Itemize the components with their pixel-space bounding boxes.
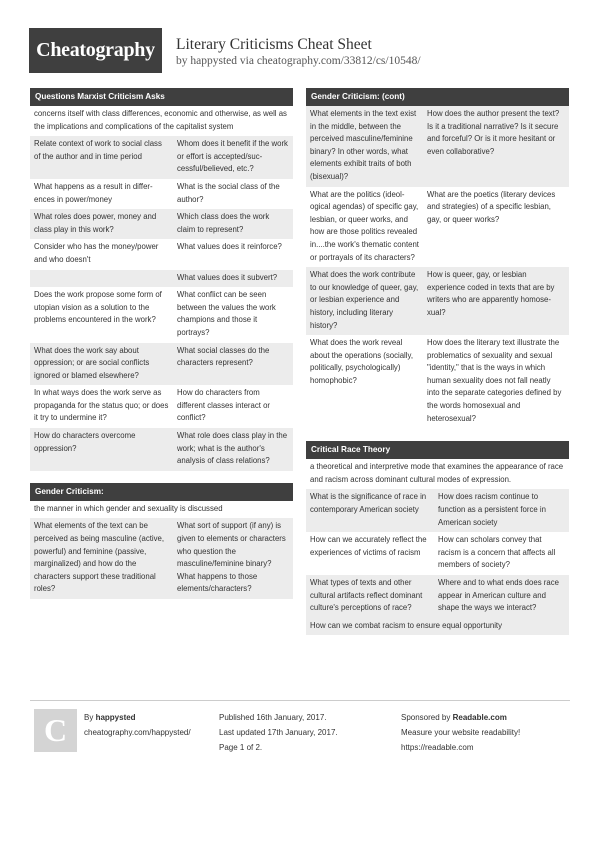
footer-author-link[interactable]: happysted bbox=[95, 713, 136, 722]
cheatography-logo[interactable]: Cheatography bbox=[29, 28, 162, 73]
table-row bbox=[30, 136, 293, 179]
page-number: Page 1 of 2. bbox=[219, 743, 263, 752]
question-cell-left: What happens as a result in differences in power/money bbox=[34, 181, 153, 204]
footer-divider bbox=[30, 700, 570, 701]
footer-author-url[interactable]: cheatography.com/happysted/ bbox=[84, 728, 191, 737]
cheatography-footer-logo[interactable]: C bbox=[34, 709, 77, 752]
footer-dates bbox=[219, 710, 338, 755]
byline bbox=[176, 55, 421, 67]
table-row bbox=[30, 287, 293, 342]
byline-author-link[interactable]: happysted bbox=[190, 55, 238, 67]
sponsor-tagline: Measure your website readability! bbox=[401, 728, 521, 737]
question-cell-right: What is the social class of the author? bbox=[177, 181, 280, 204]
table-row bbox=[306, 187, 569, 268]
question-cell-left: Does the work propose some form of utopian vision as a solution to the problems encountered in the work? bbox=[34, 290, 162, 325]
section-title: Critical Race Theory bbox=[306, 441, 569, 459]
right-column bbox=[306, 88, 569, 647]
question-cell-right: What conflict can be seen between the values the work champions and those it portrays? bbox=[177, 290, 276, 337]
footer-author bbox=[84, 710, 191, 740]
question-cell-left: How do characters overcome oppression? bbox=[34, 431, 136, 453]
section-title: Gender Criticism: (cont) bbox=[306, 88, 569, 106]
question-cell-right: What role does class play in the work; what is the author's analysis of class relations? bbox=[177, 431, 288, 466]
section-title: Questions Marxist Criticism Asks bbox=[30, 88, 293, 106]
question-cell-right: How does the literary text illustrate the problematics of sexuality and sexual "identity," that is the ways in which human sexuality does not fall neatly into the separate categories defined by the words homosexual and heterosexual? bbox=[427, 338, 562, 423]
page-title: Literary Criticisms Cheat Sheet bbox=[176, 36, 372, 53]
section-intro: the manner in which gender and sexuality is discussed bbox=[34, 503, 223, 513]
question-cell-left: Consider who has the money/power and who doesn't bbox=[34, 242, 159, 264]
question-cell-right: What social classes do the characters represent? bbox=[177, 345, 270, 368]
table-row bbox=[306, 489, 569, 532]
section-intro: concerns itself with class differences, economic and otherwise, as well as the implications and complications of the capitalist system bbox=[34, 109, 287, 131]
question-cell-right: Which class does the work claim to represent? bbox=[177, 212, 270, 234]
question-cell-left: What does the work contribute to our knowledge of queer, gay, or lesbian experience and history, including literary history? bbox=[310, 270, 419, 330]
table-row bbox=[30, 239, 293, 269]
question-cell-left: What is the significance of race in contemporary American society bbox=[310, 492, 427, 515]
table-row bbox=[306, 575, 569, 618]
table-row bbox=[30, 518, 293, 599]
question-cell-left: What are the politics (ideological agendas) of specific gay, lesbian, or queer works, and how are those politics revealed in....the work's thematic content or portrayals of its characters? bbox=[310, 189, 419, 262]
question-cell-left bbox=[30, 270, 173, 288]
section-outro: How can we combat racism to ensure equal opportunity bbox=[306, 618, 569, 636]
gender-section bbox=[30, 483, 293, 599]
question-cell-left: What elements in the text exist in the middle, between the perceived masculine/feminine binary? In other words, what elements exhibit traits of both (bisexual)? bbox=[310, 109, 417, 181]
question-cell-left: In what ways does the work serve as propaganda for the status quo; or does it try to undermine it? bbox=[34, 388, 169, 423]
question-cell-right: What are the poetics (literary devices and strategies) of a specific lesbian, gay, or queer works? bbox=[427, 189, 556, 224]
question-cell-right: What values does it reinforce? bbox=[177, 242, 282, 252]
question-cell-left: What elements of the text can be perceived as being masculine (active, powerful) and feminine (passive, marginalized) and how do the characters support these traditional roles? bbox=[34, 521, 165, 594]
gender-cont-section bbox=[306, 88, 569, 428]
question-cell-right: How is queer, gay, or lesbian experience coded in texts that are by writers who are apparently homosexual? bbox=[427, 270, 555, 317]
sponsor-url[interactable]: https://readable.com bbox=[401, 743, 474, 752]
updated-date: Last updated 17th January, 2017. bbox=[219, 728, 338, 737]
question-cell-right: How does racism continue to function as a persistent force in American society bbox=[438, 492, 546, 527]
question-cell-right: Where and to what ends does race appear in American culture and shape the ways we interact? bbox=[438, 578, 559, 613]
question-cell-right: How does the author present the text? Is it a traditional narrative? Is it secure and forceful? Or is it more hesitant or even collaborative? bbox=[427, 109, 560, 156]
question-cell-right: What values does it subvert? bbox=[177, 272, 278, 282]
table-row bbox=[306, 532, 569, 575]
footer-sponsor bbox=[401, 710, 520, 755]
table-row bbox=[30, 179, 293, 209]
table-row bbox=[30, 209, 293, 239]
question-cell-right: How can scholars convey that racism is a concern that affects all members of society? bbox=[438, 535, 556, 570]
footer-by-prefix: By bbox=[84, 713, 96, 722]
table-row bbox=[30, 428, 293, 471]
byline-url: via cheatography.com/33812/cs/10548/ bbox=[237, 55, 421, 67]
question-cell-left: What roles does power, money and class play in this work? bbox=[34, 212, 157, 234]
question-cell-right: Whom does it benefit if the work or effort is accepted/successful/believed, etc.? bbox=[177, 139, 288, 174]
question-cell-right: What sort of support (if any) is given to elements or characters who question the masculine/feminine binary? What happens to those elements/characters? bbox=[177, 521, 286, 594]
question-cell-right: How do characters from different classes interact or conflict? bbox=[177, 388, 271, 423]
question-cell-left: What types of texts and other cultural artifacts reflect dominant culture's perceptions of race? bbox=[310, 578, 423, 613]
table-row bbox=[30, 343, 293, 386]
byline-prefix: by bbox=[176, 55, 191, 67]
question-cell-left: What does the work reveal about the operations (socially, politically, psychologically) homophobic? bbox=[310, 338, 414, 385]
section-intro: a theoretical and interpretive mode that examines the appearance of race and racism across dominant cultural modes of expression. bbox=[310, 462, 564, 484]
question-cell-left: What does the work say about oppression; or are social conflicts ignored or blamed elsewhere? bbox=[34, 345, 150, 380]
question-cell-left: Relate context of work to social class of the author and in time period bbox=[34, 139, 162, 161]
marxist-section bbox=[30, 88, 293, 471]
sponsor-link[interactable]: Readable.com bbox=[452, 713, 507, 722]
table-row bbox=[30, 385, 293, 428]
sponsor-prefix: Sponsored by bbox=[401, 713, 453, 722]
published-date: Published 16th January, 2017. bbox=[219, 713, 327, 722]
section-title: Gender Criticism: bbox=[30, 483, 293, 501]
crt-section bbox=[306, 441, 569, 635]
question-cell-left: How can we accurately reflect the experiences of victims of racism bbox=[310, 535, 427, 557]
table-row bbox=[306, 106, 569, 187]
table-row bbox=[30, 270, 293, 288]
table-row bbox=[306, 267, 569, 335]
table-row bbox=[306, 335, 569, 428]
left-column bbox=[30, 88, 293, 611]
